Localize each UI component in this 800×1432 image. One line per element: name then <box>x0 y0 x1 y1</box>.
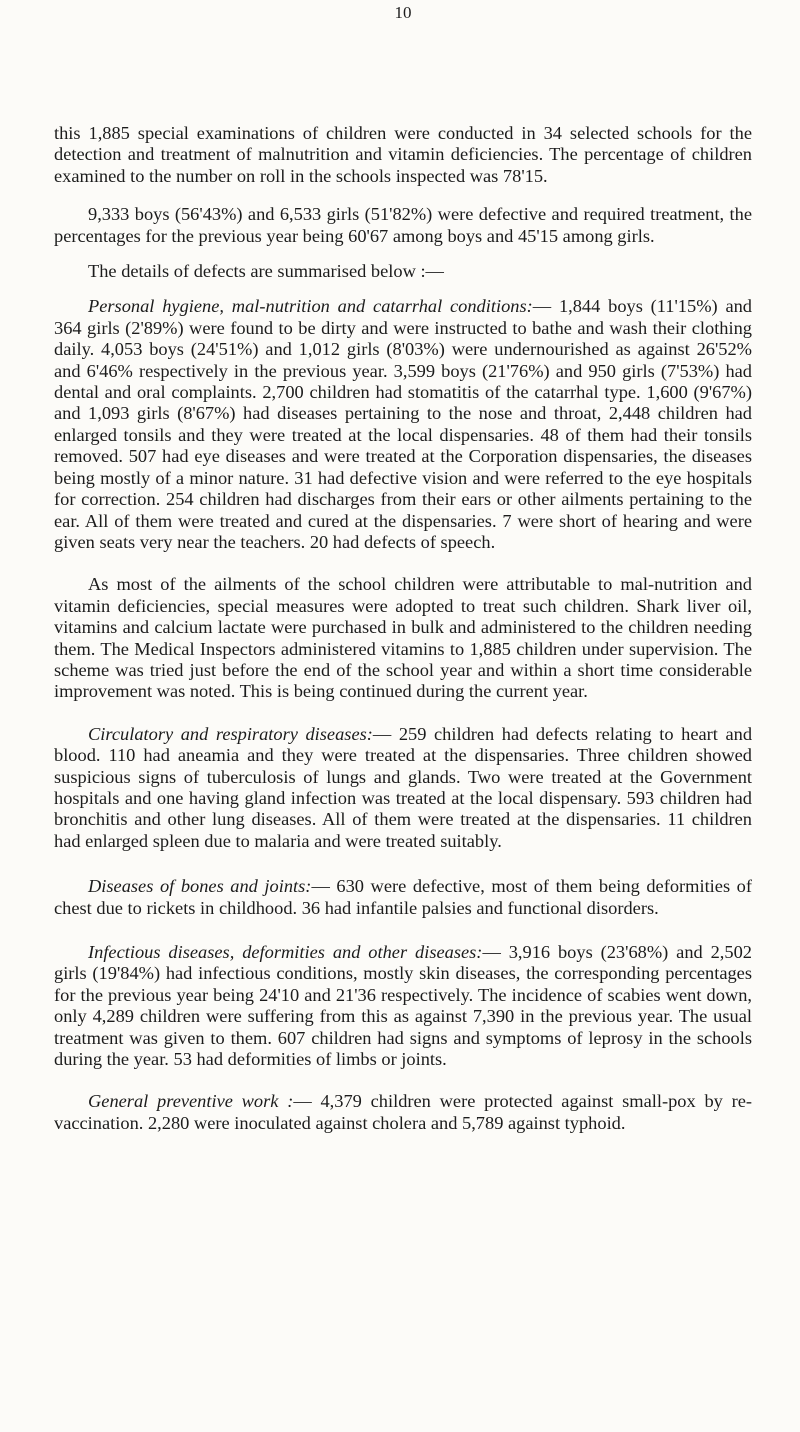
paragraph-infectious <box>54 942 752 1070</box>
paragraph-intro <box>54 123 752 187</box>
paragraph-text: — 630 were defective, most of them being deformities of chest due to rickets in childhood. 36 had infantile palsies and functional disorders. <box>54 876 752 918</box>
paragraph-text: — 4,379 children were protected against small-pox by re-vaccination. 2,280 were inoculated against cholera and 5,789 against typhoid. <box>54 1091 753 1133</box>
page-number: 10 <box>394 3 412 22</box>
paragraph-text: As most of the ailments of the school children were attributable to mal-nutrition and vitamin deficiencies, special measures were adopted to treat such children. Shark liver oil, vitamins and calcium lactate were purchased in bulk and administered to the children needing them. The Medical Inspectors administered vitamins to 1,885 children under supervision. The scheme was tried just before the end of the school year and within a short time considerable improvement was noted. This is being continued during the current year. <box>54 574 752 702</box>
paragraph-text: — 259 children had defects relating to heart and blood. 110 had aneamia and they were treated at the dispensaries. Three children showed suspicious signs of tuberculosis of lungs and glands. Two were treated at the Government hospitals and one having gland infection was treated at the local dispensary. 593 children had bronchitis and other lung diseases. All of them were treated at the dispensaries. 11 children had enlarged spleen due to malaria and were treated suitably. <box>54 723 753 851</box>
section-heading: Infectious diseases, deformities and other diseases: <box>88 942 483 962</box>
section-heading: Personal hygiene, mal-nutrition and catarrhal conditions: <box>88 296 533 317</box>
paragraph-circulatory <box>54 724 752 852</box>
paragraph-special-measures <box>54 574 752 702</box>
paragraph-preventive <box>54 1091 752 1134</box>
paragraph-text: — 1,844 boys (11'15%) and 364 girls (2'89%) were found to be dirty and were instructed to bathe and wash their clothing daily. 4,053 boys (24'51%) and 1,012 girls (8'03%) were undernourished as against 26'52% and 6'46% respectively in the previous year. 3,599 boys (21'76%) and 950 girls (7'53%) had dental and oral complaints. 2,700 children had stomatitis of the catarrhal type. 1,600 (9'67%) and 1,093 girls (8'67%) had diseases pertaining to the nose and throat, 2,448 children had enlarged tonsils and they were treated at the local dispensaries. 48 of them had their tonsils removed. 507 had eye diseases and were treated at the Corporation dispensaries, the diseases being mostly of a minor nature. 31 had defective vision and were referred to the eye hospitals for correction. 254 children had discharges from their ears or other ailments pertaining to the ear. All of them were treated and cured at the dispensaries. 7 were short of hearing and were given seats very near the teachers. 20 had defects of speech. <box>54 296 752 552</box>
paragraph-text: 9,333 boys (56'43%) and 6,533 girls (51'82%) were defective and required treatment, the percentages for the previous year being 60'67 among boys and 45'15 among girls. <box>54 204 752 246</box>
paragraph-bones-joints <box>54 876 752 919</box>
paragraph-personal-hygiene <box>54 296 752 553</box>
section-heading: Circulatory and respiratory diseases: <box>88 723 373 744</box>
paragraph-details-intro <box>54 261 752 282</box>
paragraph-text: The details of defects are summarised below :— <box>88 261 444 282</box>
paragraph-text: this 1,885 special examinations of children were conducted in 34 selected schools for the detection and treatment of malnutrition and vitamin deficiencies. The percentage of children examined to the number on roll in the schools inspected was 78'15. <box>54 123 752 186</box>
section-heading: General preventive work : <box>88 1091 294 1112</box>
paragraph-text: — 3,916 boys (23'68%) and 2,502 girls (19'84%) had infectious conditions, mostly skin diseases, the corresponding percentages for the previous year being 24'10 and 21'36 respectively. The incidence of scabies went down, only 4,289 children were suffering from this as against 7,390 in the previous year. The usual treatment was given to them. 607 children had signs and symptoms of leprosy in the schools during the year. 53 had deformities of limbs or joints. <box>54 942 752 1070</box>
section-heading: Diseases of bones and joints: <box>88 876 312 897</box>
paragraph-defective-summary <box>54 204 752 247</box>
